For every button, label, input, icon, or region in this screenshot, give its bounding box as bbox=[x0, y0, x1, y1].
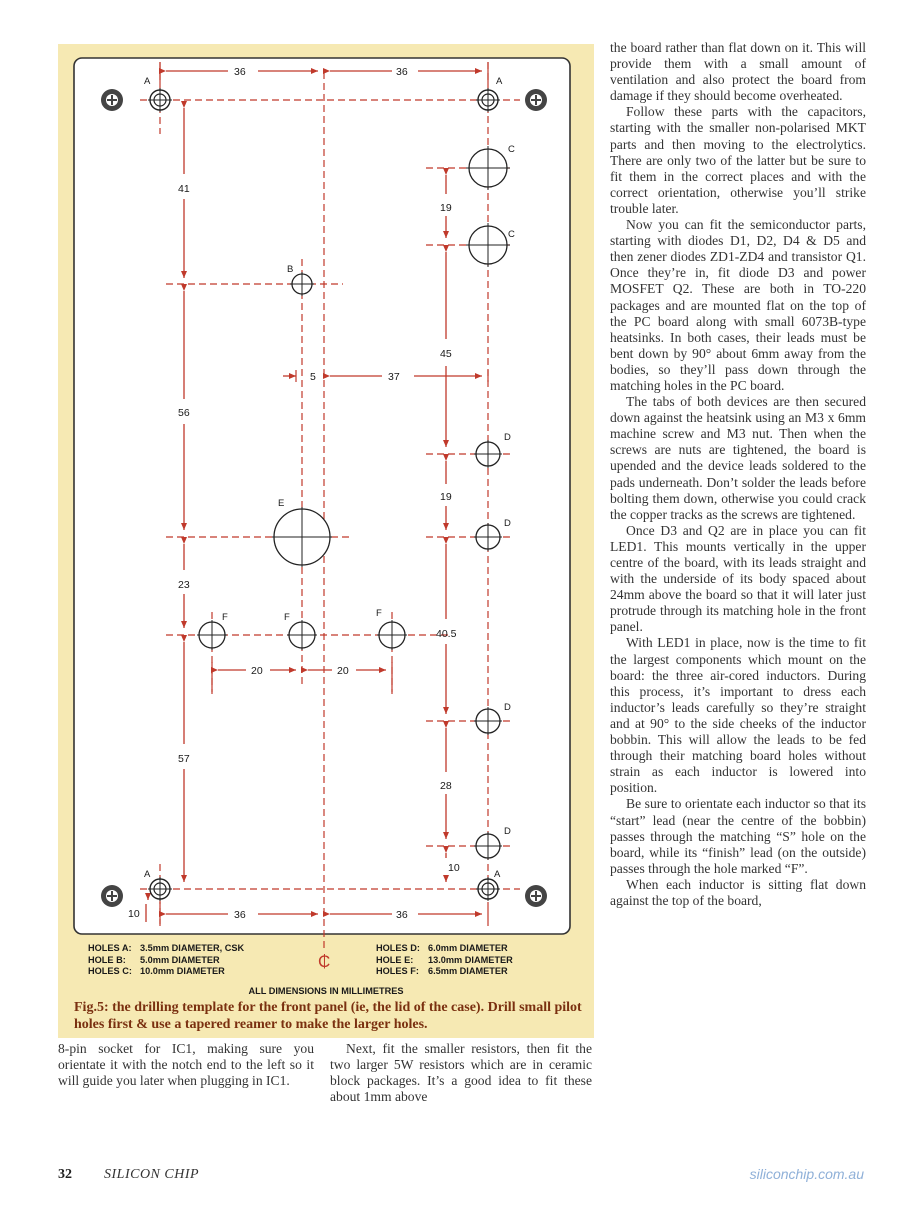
dim-10-left: 10 bbox=[128, 908, 140, 920]
body-column-right bbox=[610, 40, 866, 909]
legend-value: 6.5mm DIAMETER bbox=[428, 966, 508, 976]
legend-value: 10.0mm DIAMETER bbox=[140, 966, 225, 976]
label-f-2: F bbox=[284, 612, 290, 623]
drilling-template-diagram bbox=[58, 44, 594, 1038]
dim-41: 41 bbox=[178, 183, 190, 195]
paragraph: 8-pin socket for IC1, making sure you orientate it with the notch end to the left so it will guide you later when plugging in IC1. bbox=[58, 1041, 314, 1089]
dim-20-b: 20 bbox=[337, 665, 349, 677]
label-a-top-right: A bbox=[496, 76, 503, 87]
page-number: 32 bbox=[58, 1167, 72, 1182]
legend-key: HOLES D: bbox=[376, 943, 420, 953]
label-a-bottom-right: A bbox=[494, 869, 501, 880]
outer-screw-right-bottom bbox=[525, 885, 547, 907]
centre-line-symbol: ₵ bbox=[318, 952, 331, 971]
label-f-3: F bbox=[376, 608, 382, 619]
dim-23: 23 bbox=[178, 579, 190, 591]
dim-37: 37 bbox=[388, 371, 400, 383]
dim-19-a: 19 bbox=[440, 202, 452, 214]
legend-left bbox=[88, 943, 244, 978]
legend-value: 5.0mm DIAMETER bbox=[140, 954, 220, 965]
label-d-2: D bbox=[504, 518, 511, 529]
legend-value: 13.0mm DIAMETER bbox=[428, 954, 513, 965]
label-d-3: D bbox=[504, 702, 511, 713]
legend-key: HOLE B: bbox=[88, 954, 126, 965]
panel-outline bbox=[74, 58, 570, 934]
paragraph: Next, fit the smaller resistors, then fit the two larger 5W resistors which are in ceramic block packages. It’s a good idea to fit these about 1mm above bbox=[330, 1041, 592, 1105]
legend-right bbox=[376, 943, 513, 978]
dim-45: 45 bbox=[440, 348, 452, 360]
paragraph: When each inductor is sitting flat down against the top of the board, bbox=[610, 876, 866, 908]
body-column-middle bbox=[330, 1041, 592, 1105]
paragraph: Now you can fit the semiconductor parts, starting with diodes D1, D2, D4 & D5 and then zener diodes ZD1-ZD4 and transistor Q1. Once they’re in, fit diode D3 and power MOSFET Q2. These are both in TO-220 packages and are mounted flat on the top of the PC board along with small 6073B-type heatsinks. In both cases, their leads must be bent down by 90° about 6mm away from the bodies, so they’ll pass down through the matching holes in the PC board. bbox=[610, 217, 866, 393]
legend-units: ALL DIMENSIONS IN MILLIMETRES bbox=[248, 986, 404, 996]
outer-screw-right-top bbox=[525, 89, 547, 111]
paragraph: Be sure to orientate each inductor so that its “start” lead (near the centre of the bobbin) passes through the matching “S” hole on the board, while its “finish” lead (on the outside) passes through the hole marked “F”. bbox=[610, 796, 866, 876]
paragraph: Follow these parts with the capacitors, starting with the smaller non-polarised MKT parts and then moving to the electrolytics. There are only two of the latter but be sure to fit them in the correct places and with the correct orientation, otherwise you’ll strike trouble later. bbox=[610, 104, 866, 216]
paragraph: Once D3 and Q2 are in place you can fit LED1. This mounts vertically in the upper centre of the board, with its leads straight and with the underside of its body spaced about 24mm above the board so that it will later just protrude through its matching hole in the front panel. bbox=[610, 522, 866, 635]
dim-5: 5 bbox=[310, 371, 316, 383]
label-c-2: C bbox=[508, 229, 515, 240]
paragraph: The tabs of both devices are then secured down against the heatsink using an M3 x 6mm machine screw and M3 nut. Then when the screws are nuts are tightened, the board is upended and the device leads soldered to the pads underneath. Don’t solder the leads before bolting them down, otherwise you could crack the copper tracks as the screws are tightened. bbox=[610, 394, 866, 522]
legend-value: 6.0mm DIAMETER bbox=[428, 943, 508, 953]
label-f-1: F bbox=[222, 612, 228, 623]
label-d-1: D bbox=[504, 432, 511, 443]
label-b: B bbox=[287, 264, 294, 275]
dim-28: 28 bbox=[440, 780, 452, 792]
dim-56: 56 bbox=[178, 407, 190, 419]
label-a-bottom-left: A bbox=[144, 869, 151, 880]
outer-screw-left-top bbox=[101, 89, 123, 111]
magazine-name: SILICON CHIP bbox=[104, 1167, 200, 1182]
label-e: E bbox=[278, 498, 285, 509]
figure-caption: Fig.5: the drilling template for the front panel (ie, the lid of the case). Drill small pilot holes first & use a tapered reamer to make the larger holes. bbox=[74, 1000, 582, 1032]
dim-20-a: 20 bbox=[251, 665, 263, 677]
legend-value: 3.5mm DIAMETER, CSK bbox=[140, 943, 245, 953]
dim-40-5: 40.5 bbox=[436, 628, 457, 640]
label-a-top-left: A bbox=[144, 76, 151, 87]
figure-panel bbox=[58, 44, 594, 1038]
dim-top-right: 36 bbox=[396, 66, 408, 78]
dim-top-left: 36 bbox=[234, 66, 246, 78]
outer-screw-left-bottom bbox=[101, 885, 123, 907]
paragraph: With LED1 in place, now is the time to fit the largest components which mount on the board: the three air-cored inductors. During this process, it’s important to dress each inductor’s leads carefully so they’re straight and at 90° to the side cheeks of the inductor bobbin. This will allow the leads to be fed through their matching board holes without strain as each inductor is lowered into position. bbox=[610, 635, 866, 796]
dim-bottom-right: 36 bbox=[396, 909, 408, 921]
dim-bottom-left: 36 bbox=[234, 909, 246, 921]
legend-key: HOLES C: bbox=[88, 966, 132, 976]
dim-19-b: 19 bbox=[440, 491, 452, 503]
legend-key: HOLE E: bbox=[376, 954, 414, 965]
legend-key: HOLES A: bbox=[88, 943, 132, 953]
label-c-1: C bbox=[508, 144, 515, 155]
body-column-left bbox=[58, 1041, 314, 1089]
site-url[interactable]: siliconchip.com.au bbox=[749, 1166, 864, 1182]
paragraph: the board rather than flat down on it. This will provide them with a small amount of ventilation and also protect the board from damage if they should become overheated. bbox=[610, 40, 866, 104]
dim-10-right: 10 bbox=[448, 862, 460, 874]
label-d-4: D bbox=[504, 826, 511, 837]
dim-57: 57 bbox=[178, 753, 190, 765]
legend-key: HOLES F: bbox=[376, 966, 419, 976]
